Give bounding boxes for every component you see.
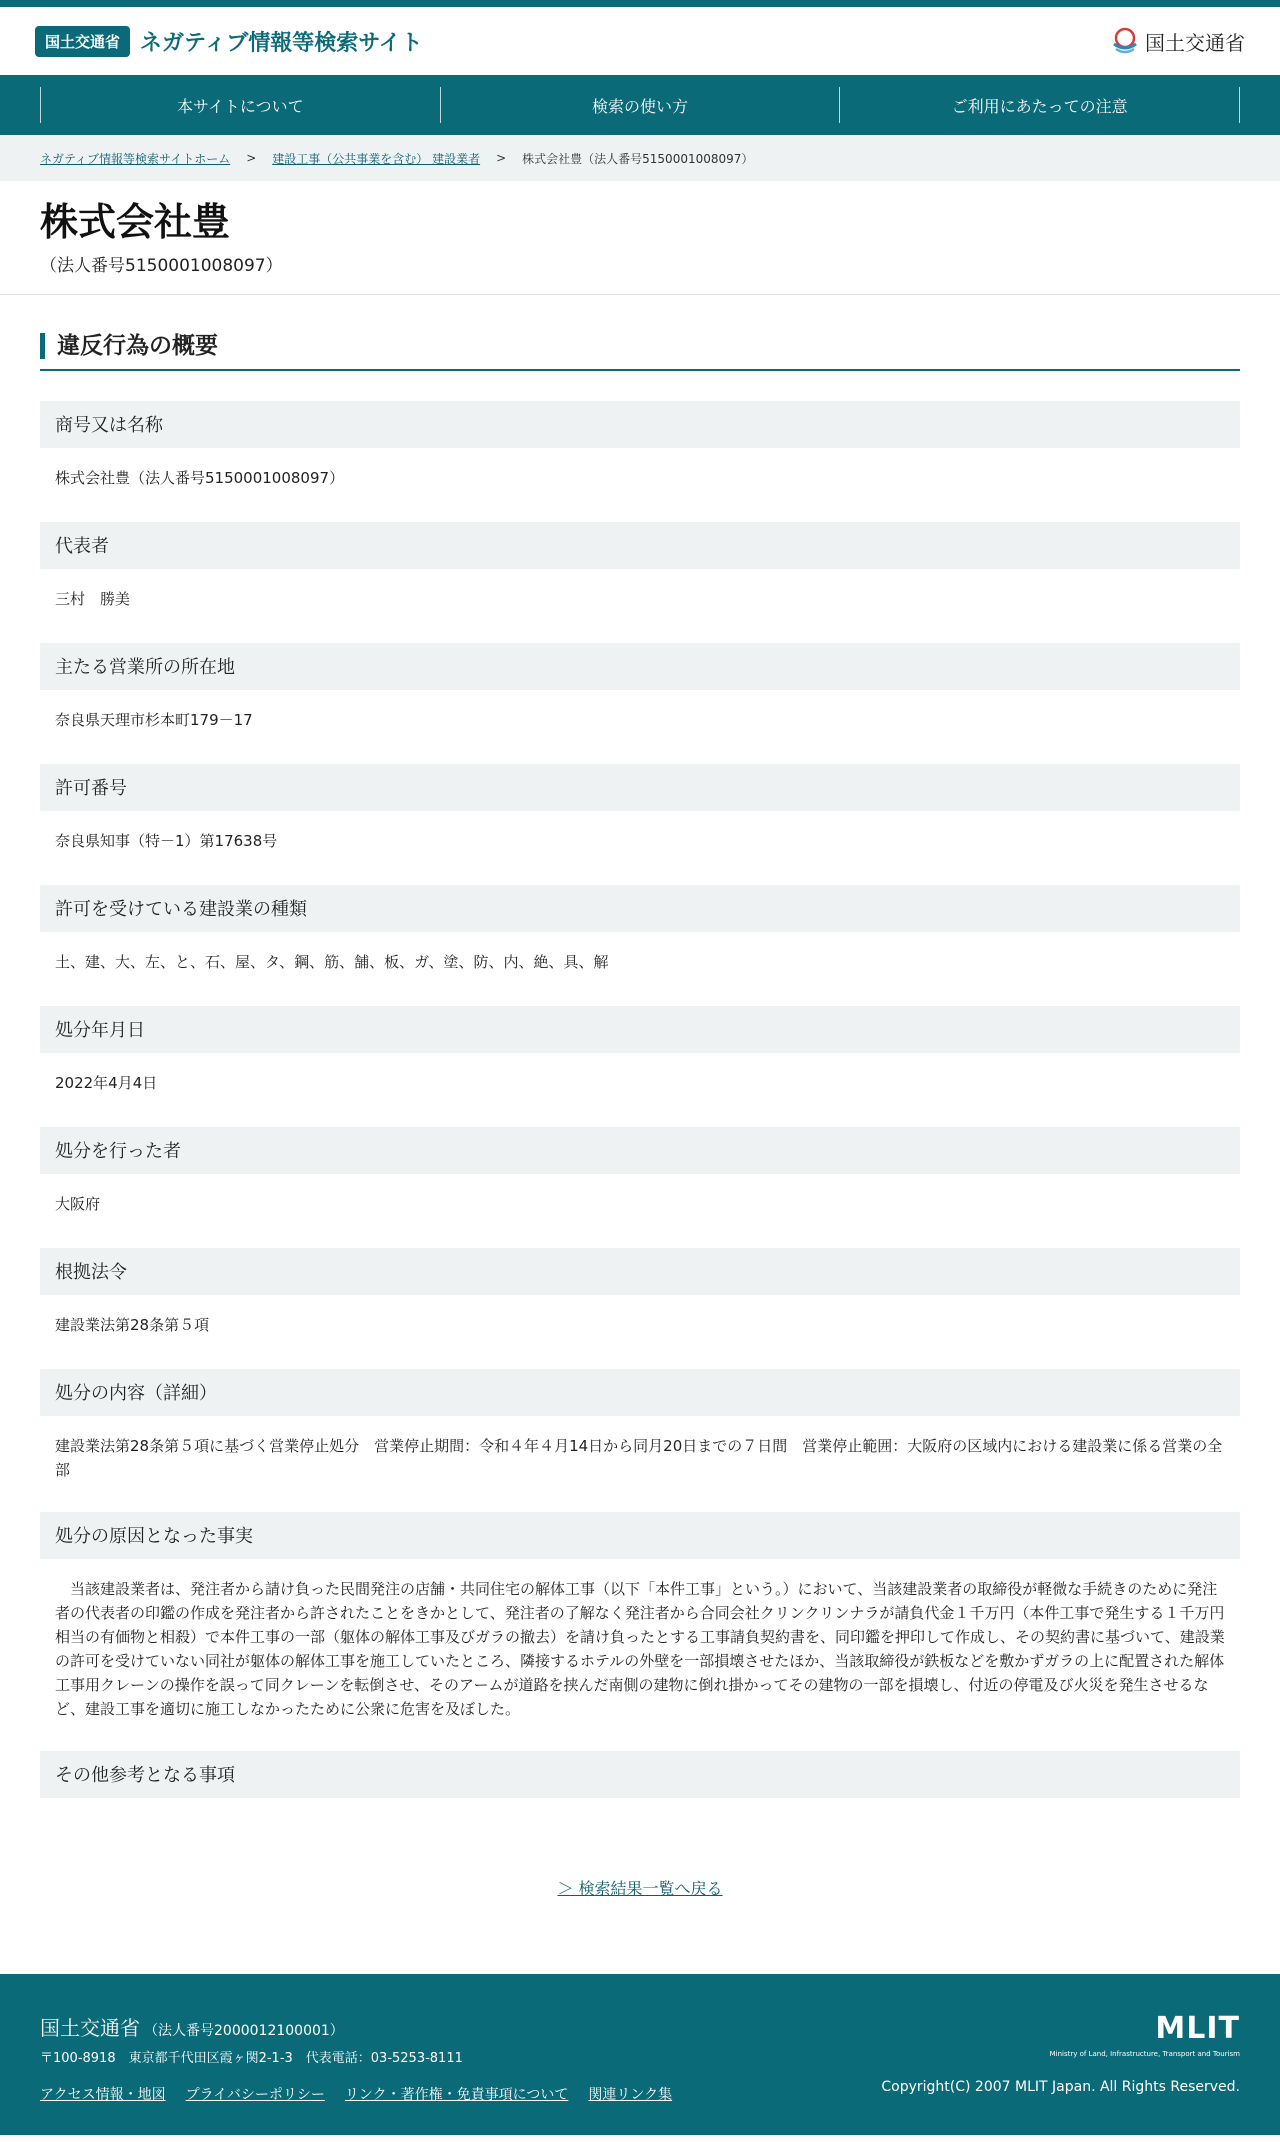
nav-usage-notes[interactable]: ご利用にあたっての注意 — [839, 87, 1240, 123]
footer-link-copyright[interactable]: リンク・著作権・免責事項について — [344, 2086, 569, 2103]
site-brand[interactable] — [35, 26, 423, 57]
breadcrumb-home[interactable]: ネガティブ情報等検索サイトホーム — [40, 151, 231, 166]
field-label-other-notes: その他参考となる事項 — [40, 1751, 1240, 1798]
field-label-address: 主たる営業所の所在地 — [40, 643, 1240, 690]
field-label-disposition-detail: 処分の内容（詳細） — [40, 1369, 1240, 1416]
section-heading: 違反行為の概要 — [40, 333, 1240, 359]
breadcrumb-separator: > — [246, 151, 257, 165]
ministry-logo-link[interactable] — [1111, 26, 1245, 56]
page-title: 株式会社豊 — [40, 200, 231, 244]
detail-list — [40, 401, 1240, 1798]
footer-address: 〒100-8918 東京都千代田区霞ヶ関2-1-3 代表電話：03-5253-8111 — [40, 2050, 463, 2066]
breadcrumb-current: 株式会社豊（法人番号5150001008097） — [522, 151, 754, 166]
field-value-disposition-detail: 建設業法第28条第５項に基づく営業停止処分 営業停止期間：令和４年４月14日から同月20日までの７日間 営業停止範囲：大阪府の区域内における建設業に係る営業の全部 — [55, 1436, 1223, 1479]
field-value-trade-name: 株式会社豊（法人番号5150001008097） — [55, 468, 345, 487]
footer-org-name: 国土交通省 — [40, 2015, 140, 2040]
footer-link-related[interactable]: 関連リンク集 — [588, 2086, 673, 2103]
mlit-logo-subtitle: Ministry of Land, Infrastructure, Transport and Tourism — [1049, 2049, 1240, 2058]
field-value-representative: 三村 勝美 — [55, 589, 131, 608]
ministry-name: 国土交通省 — [1145, 30, 1245, 55]
back-link-wrap — [40, 1876, 1240, 1899]
footer-link-access[interactable]: アクセス情報・地図 — [40, 2086, 166, 2103]
field-label-trade-name: 商号又は名称 — [40, 401, 1240, 448]
ministry-emblem-icon — [1111, 26, 1139, 56]
field-label-cause-facts: 処分の原因となった事実 — [40, 1512, 1240, 1559]
copyright: Copyright(C) 2007 MLIT Japan. All Rights Reserved. — [881, 2078, 1240, 2095]
top-stripe — [0, 0, 1280, 7]
field-label-permit-number: 許可番号 — [40, 764, 1240, 811]
field-label-representative: 代表者 — [40, 522, 1240, 569]
field-label-legal-basis: 根拠法令 — [40, 1248, 1240, 1295]
breadcrumb — [0, 135, 1280, 181]
footer-link-privacy[interactable]: プライバシーポリシー — [185, 2086, 325, 2103]
field-value-legal-basis: 建設業法第28条第５項 — [55, 1315, 210, 1334]
mlit-logo-word: MLIT — [1155, 2010, 1240, 2046]
section-underline — [40, 369, 1240, 371]
breadcrumb-category[interactable]: 建設工事（公共事業を含む） 建設業者 — [272, 151, 481, 166]
field-value-address: 奈良県天理市杉本町179－17 — [55, 710, 253, 729]
field-value-disposing-authority: 大阪府 — [55, 1194, 101, 1213]
field-label-disposition-date: 処分年月日 — [40, 1006, 1240, 1053]
corp-number: （法人番号5150001008097） — [40, 255, 283, 276]
field-value-permit-number: 奈良県知事（特－1）第17638号 — [55, 831, 278, 850]
footer-org-number: （法人番号2000012100001） — [144, 2022, 344, 2039]
site-title[interactable]: ネガティブ情報等検索サイト — [140, 30, 423, 56]
ministry-badge[interactable]: 国土交通省 — [35, 26, 130, 57]
mlit-logo[interactable] — [1049, 2010, 1240, 2058]
field-value-disposition-date: 2022年4月4日 — [55, 1073, 158, 1092]
field-value-business-types: 土、建、大、左、と、石、屋、タ、鋼、筋、舗、板、ガ、塗、防、内、絶、具、解 — [55, 952, 609, 971]
main-content — [0, 295, 1280, 1899]
nav-how-to-search[interactable]: 検索の使い方 — [440, 87, 840, 123]
field-value-cause-facts: 当該建設業者は、発注者から請け負った民間発注の店舗・共同住宅の解体工事（以下「本件工事」という。）において、当該建設業者の取締役が軽微な手続きのために発注者の代表者の印鑑の作成を発注者から許されたことをきかとして、発注者の了解なく発注者から合同会社クリンクリンナラが請負代金１千万円（本件工事で発生する１千万円相当の有価物と相殺）で本件工事の一部（躯体の解体工事及びガラの撤去）を請け負ったとする工事請負契約書を、同印鑑を押印して作成し、その契約書に基づいて、建設業の許可を受けていない同社が躯体の解体工事を施工していたところ、隣接するホテルの外壁を一部損壊させたほか、当該取締役が鉄板などを敷かずガラの上に配置された解体工事用クレーンの操作を誤って同クレーンを転倒させ、そのアームが道路を挟んだ南側の建物に倒れ掛かってその建物の一部を損壊し、付近の停電及び火災を発生させるなど、建設工事を適切に施工しなかったために公衆に危害を及ぼした。 — [55, 1579, 1225, 1718]
nav-about[interactable]: 本サイトについて — [40, 87, 440, 123]
field-label-business-types: 許可を受けている建設業の種類 — [40, 885, 1240, 932]
global-nav — [0, 75, 1280, 135]
breadcrumb-separator: > — [496, 151, 507, 165]
site-footer — [0, 1974, 1280, 2135]
field-label-disposing-authority: 処分を行った者 — [40, 1127, 1240, 1174]
title-block — [0, 181, 1280, 295]
back-to-results-link[interactable]: ＞ 検索結果一覧へ戻る — [557, 1878, 723, 1898]
site-header — [0, 7, 1280, 75]
